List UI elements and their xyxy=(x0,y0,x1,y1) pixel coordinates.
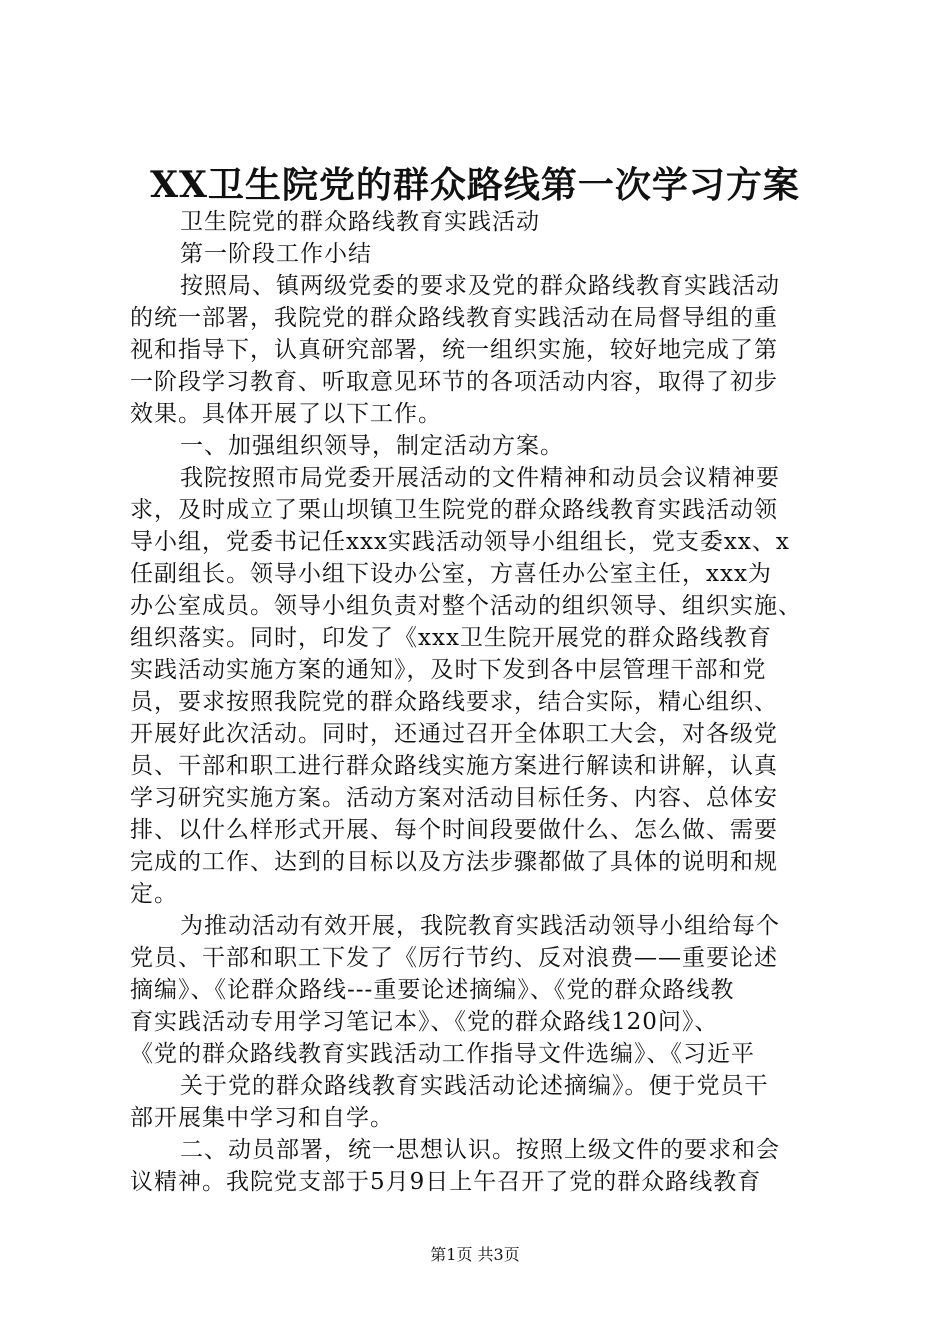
text-line: 排、以什么样形式开展、每个时间段要做什么、怎么做、需要 xyxy=(130,817,778,843)
text-line: 的统一部署，我院党的群众路线教育实践活动在局督导组的重 xyxy=(130,305,778,331)
text-line: 我院按照市局党委开展活动的文件精神和动员会议精神要 xyxy=(180,465,780,491)
text-line: 组织落实。同时，印发了《xxx卫生院开展党的群众路线教育 xyxy=(130,625,772,651)
text-line: 员、干部和职工进行群众路线实施方案进行解读和讲解，认真 xyxy=(130,753,778,779)
text-line: 一、加强组织领导，制定活动方案。 xyxy=(180,433,564,459)
text-line: 育实践活动专用学习笔记本》、《党的群众路线120问》、 xyxy=(130,1009,719,1035)
text-line: 求，及时成立了栗山坝镇卫生院党的群众路线教育实践活动领 xyxy=(130,497,778,523)
text-line: 办公室成员。领导小组负责对整个活动的组织领导、组织实施、 xyxy=(130,593,802,619)
text-line: 完成的工作、达到的目标以及方法步骤都做了具体的说明和规 xyxy=(130,849,778,875)
text-line: 学习研究实施方案。活动方案对活动目标任务、内容、总体安 xyxy=(130,785,778,811)
text-line: 开展好此次活动。同时，还通过召开全体职工大会，对各级党 xyxy=(130,721,778,747)
text-line: 按照局、镇两级党委的要求及党的群众路线教育实践活动 xyxy=(180,273,780,299)
text-line: 员，要求按照我院党的群众路线要求，结合实际，精心组织、 xyxy=(130,689,778,715)
text-line: 二、动员部署，统一思想认识。按照上级文件的要求和会 xyxy=(180,1137,780,1163)
text-line: 效果。具体开展了以下工作。 xyxy=(130,401,442,427)
text-line: 第一阶段工作小结 xyxy=(180,241,372,267)
document-body xyxy=(130,206,830,1198)
text-line: 卫生院党的群众路线教育实践活动 xyxy=(180,209,540,235)
text-line: 视和指导下，认真研究部署，统一组织实施，较好地完成了第 xyxy=(130,337,778,363)
text-line: 导小组，党委书记任xxx实践活动领导小组组长，党支委xx、x xyxy=(130,529,790,555)
text-line: 关于党的群众路线教育实践活动论述摘编》。便于党员干 xyxy=(180,1073,769,1099)
text-line: 一阶段学习教育、听取意见环节的各项活动内容，取得了初步 xyxy=(130,369,778,395)
text-line: 为推动活动有效开展，我院教育实践活动领导小组给每个 xyxy=(180,913,780,939)
text-line: 定。 xyxy=(130,881,178,907)
text-line: 部开展集中学习和自学。 xyxy=(130,1105,394,1131)
text-line: 任副组长。领导小组下设办公室，方喜任办公室主任，xxx为 xyxy=(130,561,772,587)
text-line: 《党的群众路线教育实践活动工作指导文件选编》、《习近平 xyxy=(130,1041,755,1067)
text-line: 议精神。我院党支部于5月9日上午召开了党的群众路线教育 xyxy=(130,1169,762,1195)
page-title: XX卫生院党的群众路线第一次学习方案 xyxy=(150,164,800,206)
text-line: 党员、干部和职工下发了《厉行节约、反对浪费——重要论述 xyxy=(130,945,778,971)
text-line: 实践活动实施方案的通知》，及时下发到各中层管理干部和党 xyxy=(130,657,767,683)
page-footer: 第1页 共3页 xyxy=(430,1245,520,1264)
text-line: 摘编》、《论群众路线---重要论述摘编》、《党的群众路线教 xyxy=(130,977,735,1003)
